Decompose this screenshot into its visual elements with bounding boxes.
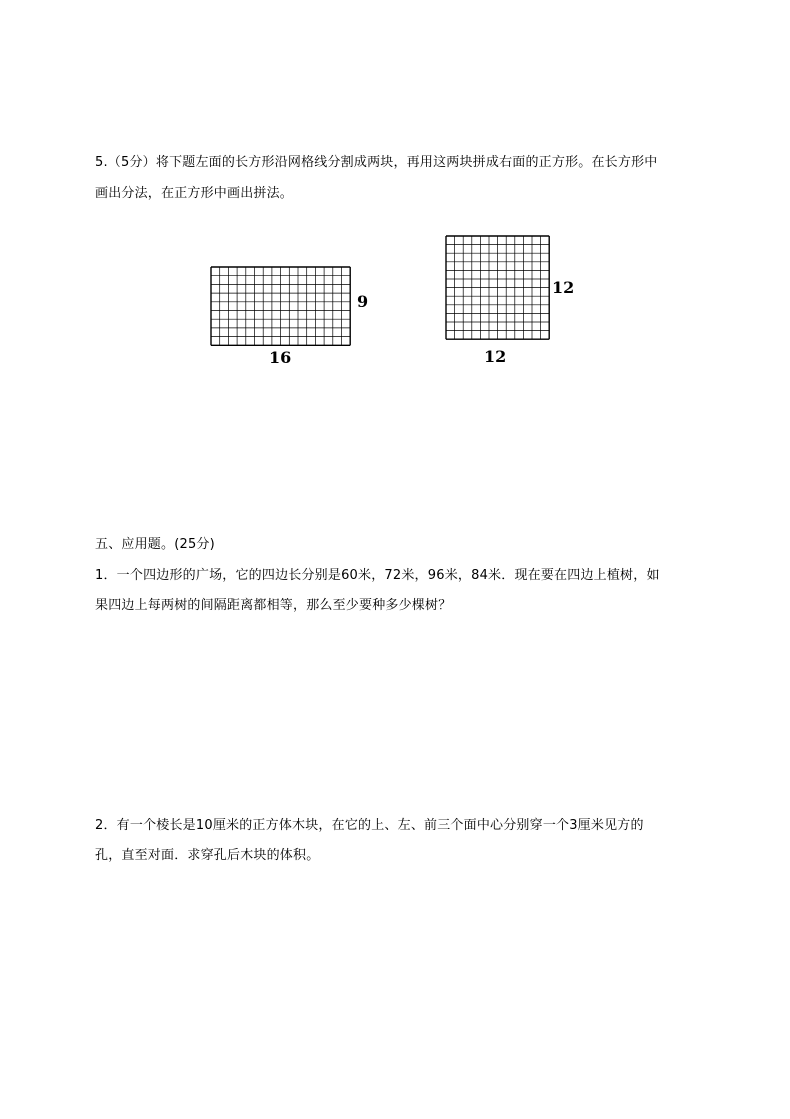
- problem-2-text-line-2: 孔，直至对面．求穿孔后木块的体积。: [95, 848, 320, 863]
- rectangle-grid-figure: [210, 266, 351, 346]
- question-5-text-line-2: 画出分法，在正方形中画出拼法。: [95, 186, 294, 201]
- rectangle-width-label: 16: [269, 348, 292, 367]
- rectangle-grid: [210, 266, 351, 346]
- square-grid: [445, 235, 550, 340]
- square-width-label: 12: [484, 347, 507, 366]
- problem-2-text-line-1: 2．有一个棱长是10厘米的正方体木块，在它的上、左、前三个面中心分别穿一个3厘米见方的: [95, 818, 644, 833]
- question-5-text-line-1: 5.（5分）将下题左面的长方形沿网格线分割成两块，再用这两块拼成右面的正方形。在长方形中: [95, 155, 658, 170]
- square-height-label: 12: [552, 278, 575, 297]
- problem-1-text-line-1: 1．一个四边形的广场，它的四边长分别是60米，72米，96米，84米．现在要在四边上植树，如: [95, 568, 660, 583]
- square-grid-figure: [445, 235, 550, 340]
- section-5-heading: 五、应用题。(25分): [95, 537, 215, 552]
- rectangle-height-label: 9: [357, 292, 369, 311]
- problem-1-text-line-2: 果四边上每两树的间隔距离都相等，那么至少要种多少棵树？: [95, 598, 452, 613]
